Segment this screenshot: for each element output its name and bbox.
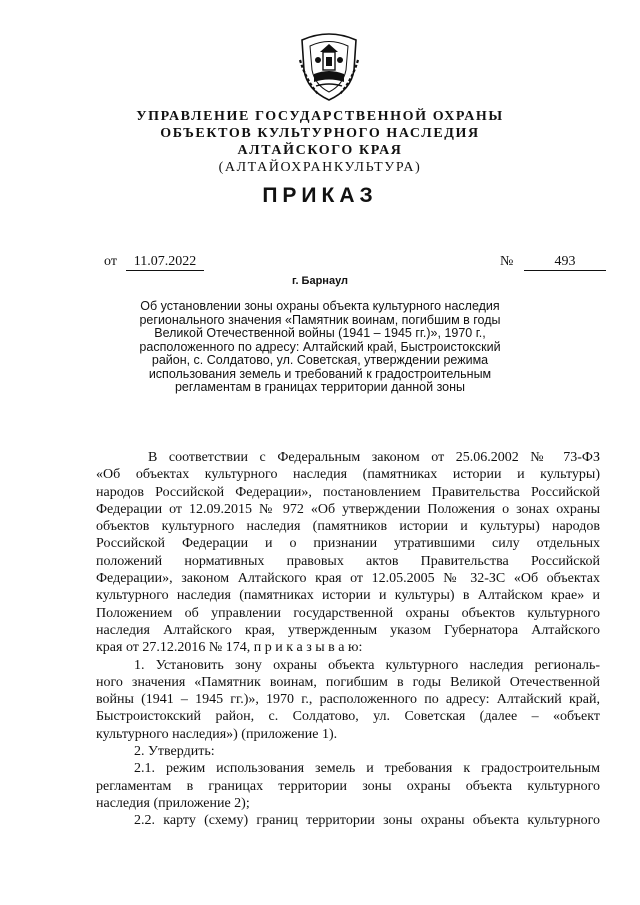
body-line: войны (1941 – 1945 гг.)», 1970 г., расположенного по адресу: Алтайский край, — [96, 692, 600, 708]
subject-line: Об установлении зоны охраны объекта культурного наследия — [140, 299, 500, 313]
org-name-line-1: УПРАВЛЕНИЕ ГОСУДАРСТВЕННОЙ ОХРАНЫ — [136, 109, 504, 124]
subject-line: Великой Отечественной войны (1941 – 1945 гг.)», 1970 г., — [154, 326, 486, 340]
order-body — [96, 449, 600, 830]
body-line: Федерации», законом Алтайского края от 12.05.2005 № 32-ЗС «Об объектах — [96, 571, 600, 587]
body-line: объектов культурного наследия (памятников истории и культуры) народов — [96, 519, 600, 535]
subject-line: регионального значения «Памятник воинам, погибшим в годы — [139, 312, 501, 327]
order-subject — [120, 300, 520, 395]
subject-line: район, с. Солдатово, ул. Советская, утверждении режима — [151, 353, 489, 367]
date-prefix: от — [104, 254, 117, 269]
order-date: 11.07.2022 — [126, 254, 204, 271]
subject-line: регламентам в границах территории данной зоны — [174, 380, 466, 394]
body-line: культурного наследия») (приложение 1). — [96, 726, 338, 742]
subject-line: расположенного по адресу: Алтайский край, Быстроистокский — [139, 339, 501, 354]
number-prefix: № — [500, 254, 514, 269]
body-line: края от 27.12.2016 № 174, п р и к а з ы в а ю: — [96, 640, 363, 656]
body-line: Положением об управлении государственной охраны объектов культурного — [96, 605, 600, 621]
body-line: 2.1. режим использования земель и требования к градостроительным — [134, 761, 600, 777]
issue-city: г. Барнаул — [291, 275, 349, 287]
coat-of-arms-emblem — [296, 30, 362, 102]
body-line: Российской Федерации и о признании утратившими силу отдельных — [96, 536, 600, 552]
body-line: 2.2. карту (схему) границ территории зоны охраны объекта культурного — [134, 813, 600, 829]
body-line: 1. Установить зону охраны объекта культурного наследия региональ- — [134, 657, 600, 673]
order-number: 493 — [524, 254, 606, 271]
body-line: «Об объектах культурного наследия (памятниках истории и культуры) — [96, 467, 600, 483]
body-line: культурного наследия (памятниках истории и культуры) в Алтайском крае» и — [96, 588, 600, 604]
body-line: 2. Утвердить: — [134, 744, 215, 760]
subject-line: использования земель и требований к градостроительным — [148, 366, 492, 381]
document-title: ПРИКАЗ — [262, 184, 378, 207]
body-line: положений нормативных правовых актов Правительства Российской — [96, 553, 600, 569]
body-line: наследия Алтайского края, утвержденным указом Губернатора Алтайского — [96, 622, 600, 638]
body-line: Быстроистокский район, с. Солдатово, ул. Советская (далее – «объект — [96, 709, 600, 725]
body-line: народов Российской Федерации», постановлением Правительства Российской — [96, 484, 600, 500]
org-name-line-3: АЛТАЙСКОГО КРАЯ — [237, 143, 403, 158]
body-line: наследия (приложение 2); — [96, 795, 250, 811]
org-abbreviation: (АЛТАЙОХРАНКУЛЬТУРА) — [218, 160, 422, 175]
body-line: В соответствии с Федеральным законом от 25.06.2002 № 73-ФЗ — [148, 450, 600, 465]
body-line: Федерации от 12.09.2015 № 972 «Об утверждении Положения о зонах охраны — [96, 501, 600, 517]
body-line: ного значения «Памятник воинам, погибшим в годы Великой Отечественной — [96, 674, 600, 690]
org-name-line-2: ОБЪЕКТОВ КУЛЬТУРНОГО НАСЛЕДИЯ — [160, 126, 480, 141]
body-line: регламентам в границах территории зоны охраны объекта культурного — [96, 778, 600, 794]
